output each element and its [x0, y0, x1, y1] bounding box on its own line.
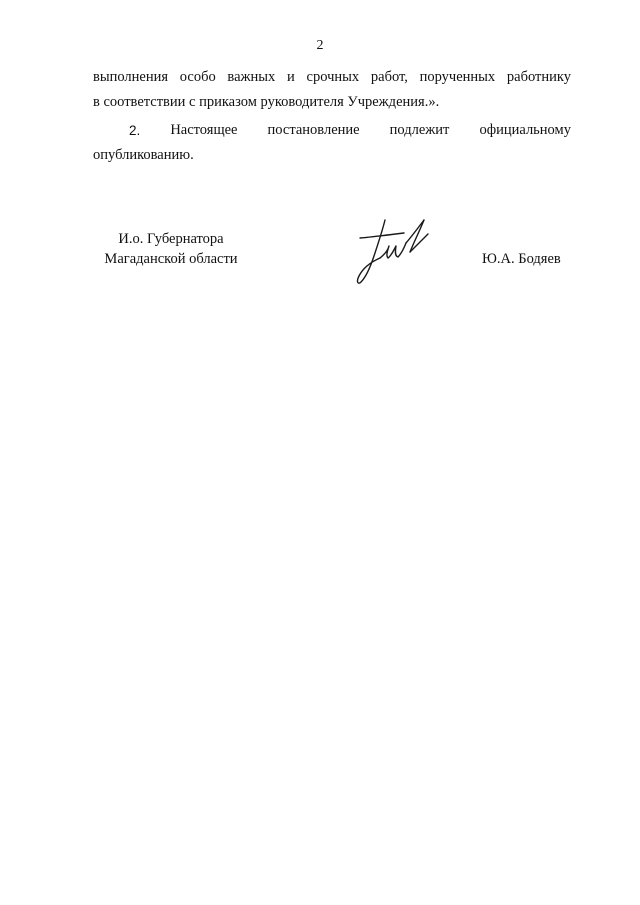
paragraph-word: подлежит — [389, 122, 450, 138]
paragraph-word: постановление — [267, 122, 360, 138]
signatory-title-line: Магаданской области — [104, 251, 238, 267]
paragraph-continuation — [93, 65, 571, 115]
paragraph-word: официальному — [479, 122, 571, 138]
paragraph-word: Настоящее — [170, 122, 238, 138]
signatory-title — [96, 229, 246, 269]
signatory-name: Ю.А. Бодяев — [482, 251, 561, 267]
paragraph-first-line — [93, 118, 571, 143]
paragraph-item-2 — [93, 118, 571, 168]
signatory-title-line: И.о. Губернатора — [118, 231, 224, 247]
page-number: 2 — [316, 38, 324, 53]
paragraph-line: выполнения особо важных и срочных работ, порученных работнику — [93, 69, 571, 85]
handwritten-signature — [352, 216, 438, 288]
paragraph-line: опубликованию. — [93, 147, 194, 163]
paragraph-line: в соответствии с приказом руководителя Учреждения.». — [93, 94, 440, 110]
item-number: 2. — [129, 123, 141, 138]
